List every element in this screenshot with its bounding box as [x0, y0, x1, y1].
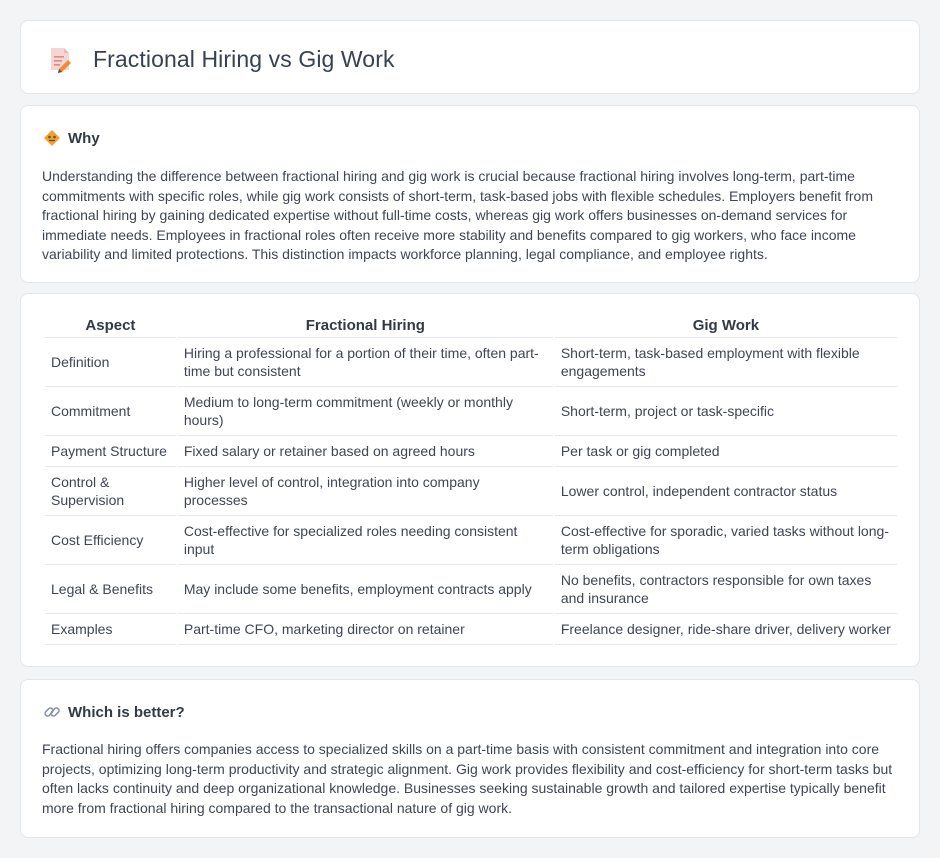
row-fractional: May include some benefits, employment contracts apply	[178, 565, 553, 614]
link-icon	[43, 703, 61, 721]
table-row	[45, 387, 897, 436]
row-fractional: Cost-effective for specialized roles needing consistent input	[178, 516, 553, 565]
header-card	[20, 20, 920, 94]
row-fractional: Higher level of control, integration into company processes	[178, 467, 553, 516]
document-pencil-icon	[45, 44, 75, 74]
row-aspect: Definition	[45, 338, 176, 387]
row-aspect: Legal & Benefits	[45, 565, 176, 614]
row-gig: Cost-effective for sporadic, varied tasks without long-term obligations	[555, 516, 897, 565]
row-fractional: Hiring a professional for a portion of their time, often part-time but consistent	[178, 338, 553, 387]
table-row	[45, 338, 897, 387]
row-aspect: Payment Structure	[45, 436, 176, 467]
header-gig-work: Gig Work	[555, 316, 897, 338]
row-aspect: Control & Supervision	[45, 467, 176, 516]
table-row	[45, 516, 897, 565]
table-row	[45, 614, 897, 645]
table-row	[45, 436, 897, 467]
row-gig: Short-term, project or task-specific	[555, 387, 897, 436]
row-fractional: Fixed salary or retainer based on agreed hours	[178, 436, 553, 467]
row-aspect: Examples	[45, 614, 176, 645]
row-aspect: Cost Efficiency	[45, 516, 176, 565]
better-paragraph: Fractional hiring offers companies access to specialized skills on a part-time basis with consistent commitment and integration into core projects, optimizing long-term productivity and strategic alignment. Gig work provides flexibility and cost-efficiency for short-term tasks but often lacks continuity and deep organizational knowledge. Businesses seeking sustainable growth and tailored expertise typically benefit more from fractional hiring compared to the transactional nature of gig work.	[42, 741, 893, 816]
diamond-warning-icon	[43, 129, 61, 147]
comparison-table	[43, 316, 899, 645]
table-row	[45, 565, 897, 614]
row-fractional: Medium to long-term commitment (weekly or monthly hours)	[178, 387, 553, 436]
why-heading: Why	[68, 129, 100, 147]
row-gig: No benefits, contractors responsible for own taxes and insurance	[555, 565, 897, 614]
header-aspect: Aspect	[45, 316, 176, 338]
why-card	[20, 105, 920, 283]
header-row	[45, 41, 395, 77]
which-is-better-card	[20, 679, 920, 838]
better-heading: Which is better?	[68, 703, 185, 721]
table-row	[45, 467, 897, 516]
why-heading-row	[43, 128, 100, 148]
page-title: Fractional Hiring vs Gig Work	[93, 45, 395, 72]
table-header-row	[45, 316, 897, 338]
row-gig: Per task or gig completed	[555, 436, 897, 467]
better-heading-row	[43, 702, 185, 722]
row-gig: Freelance designer, ride-share driver, delivery worker	[555, 614, 897, 645]
comparison-card	[20, 293, 920, 667]
why-paragraph: Understanding the difference between fractional hiring and gig work is crucial because fractional hiring involves long-term, part-time commitments with specific roles, while gig work consists of short-term, task-based jobs with flexible schedules. Employers benefit from fractional hiring by gaining dedicated expertise without full-time costs, whereas gig work offers businesses on-demand services for immediate needs. Employees in fractional roles often receive more stability and benefits compared to gig workers, who face income variability and limited protections. This distinction impacts workforce planning, legal compliance, and employee rights.	[42, 168, 873, 263]
row-fractional: Part-time CFO, marketing director on retainer	[178, 614, 553, 645]
header-fractional-hiring: Fractional Hiring	[178, 316, 553, 338]
row-gig: Short-term, task-based employment with flexible engagements	[555, 338, 897, 387]
row-gig: Lower control, independent contractor status	[555, 467, 897, 516]
row-aspect: Commitment	[45, 387, 176, 436]
